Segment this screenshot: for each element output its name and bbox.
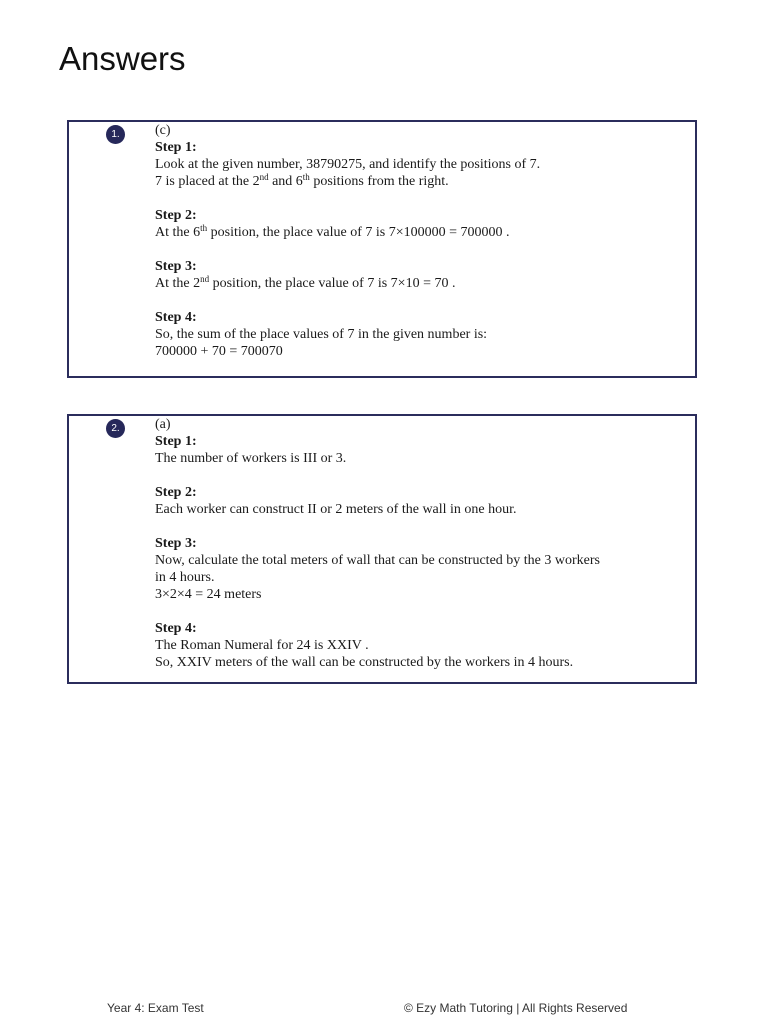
page-title: Answers <box>59 40 186 77</box>
step-text: At the 2nd position, the place value of 7 is 7×10 = 70 . <box>155 274 456 291</box>
equation-text: 700000 + 70 = 700070 <box>155 344 283 359</box>
ordinal-superscript: th <box>200 223 208 233</box>
step-heading: Step 2: <box>155 485 197 500</box>
step-text: So, the sum of the place values of 7 in the given number is: <box>155 327 488 342</box>
question-number-badge: 1. <box>106 125 125 144</box>
answer-box-1 <box>67 120 697 378</box>
step-text: Now, calculate the total meters of wall that can be constructed by the 3 workers <box>155 553 600 568</box>
step-heading: Step 1: <box>155 434 197 449</box>
answer-box-2 <box>67 414 697 684</box>
question-number-badge: 2. <box>106 419 125 438</box>
ordinal-superscript: nd <box>200 274 210 284</box>
step-text: in 4 hours. <box>155 570 215 585</box>
ordinal-superscript: nd <box>259 172 269 182</box>
answer-content <box>155 416 685 671</box>
ordinal-superscript: th <box>302 172 310 182</box>
step-text: At the 6th position, the place value of 7 is 7×100000 = 700000 . <box>155 223 510 240</box>
answer-choice: (a) <box>155 417 171 432</box>
step-text: 7 is placed at the 2nd and 6th positions from the right. <box>155 172 449 189</box>
step-text: So, XXIV meters of the wall can be constructed by the workers in 4 hours. <box>155 655 574 670</box>
footer-copyright: © Ezy Math Tutoring | All Rights Reserved <box>404 1001 628 1015</box>
equation-text: 3×2×4 = 24 meters <box>155 587 262 602</box>
step-text: The Roman Numeral for 24 is XXIV . <box>155 638 369 653</box>
answer-content <box>155 122 685 360</box>
step-text: The number of workers is III or 3. <box>155 451 347 466</box>
answer-choice: (c) <box>155 123 171 138</box>
step-heading: Step 3: <box>155 259 197 274</box>
step-text: Each worker can construct II or 2 meters of the wall in one hour. <box>155 502 517 517</box>
step-heading: Step 4: <box>155 310 197 325</box>
step-text: Look at the given number, 38790275, and identify the positions of 7. <box>155 157 541 172</box>
step-heading: Step 2: <box>155 208 197 223</box>
step-heading: Step 4: <box>155 621 197 636</box>
step-heading: Step 1: <box>155 140 197 155</box>
footer-left-text: Year 4: Exam Test <box>107 1001 204 1015</box>
step-heading: Step 3: <box>155 536 197 551</box>
